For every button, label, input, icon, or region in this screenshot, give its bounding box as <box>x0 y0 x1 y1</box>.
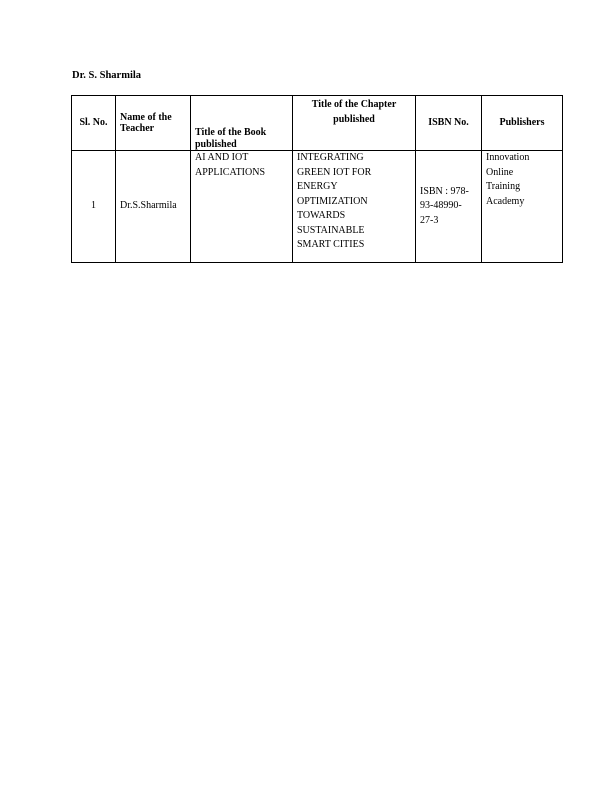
book-title-line: AI AND IOT <box>195 152 249 163</box>
cell-teacher: Dr.S.Sharmila <box>116 151 191 263</box>
header-chapter-title <box>293 96 416 151</box>
chapter-title-line: GREEN IOT FOR <box>297 166 372 178</box>
header-chapter-title-line2: published <box>333 113 375 125</box>
chapter-title-line: OPTIMIZATION <box>297 195 368 207</box>
table-row <box>72 151 563 263</box>
cell-publisher <box>482 151 563 263</box>
isbn-line: 93-48990- <box>420 200 462 212</box>
header-teacher-name <box>116 96 191 151</box>
publisher-line: Online <box>486 166 514 178</box>
chapter-title-line: INTEGRATING <box>297 152 364 163</box>
table-header-row <box>72 96 563 151</box>
publications-table <box>71 95 563 263</box>
header-publishers: Publishers <box>482 96 563 151</box>
header-book-title-line1: Title of the Book <box>195 127 267 138</box>
header-chapter-title-line1: Title of the Chapter <box>311 99 397 110</box>
header-book-title-line2: published <box>195 138 237 150</box>
chapter-title-line: SMART CITIES <box>297 239 365 250</box>
cell-chapter-title <box>293 151 416 263</box>
publisher-line: Academy <box>486 195 525 207</box>
publisher-line: Training <box>486 181 521 192</box>
header-sl-no: Sl. No. <box>72 96 116 151</box>
book-title-line: APPLICATIONS <box>195 166 266 178</box>
page-heading: Dr. S. Sharmila <box>72 70 142 81</box>
chapter-title-line: SUSTAINABLE <box>297 224 365 236</box>
isbn-line: ISBN : 978- <box>420 185 469 197</box>
cell-sl-no: 1 <box>72 151 116 263</box>
header-teacher-name-line2: Teacher <box>120 123 155 134</box>
header-book-title <box>191 96 293 151</box>
header-isbn: ISBN No. <box>416 96 482 151</box>
cell-isbn <box>416 151 482 263</box>
chapter-title-line: ENERGY <box>297 181 338 192</box>
cell-book-title <box>191 151 293 263</box>
isbn-line: 27-3 <box>420 214 439 226</box>
header-teacher-name-line1: Name of the <box>120 111 172 123</box>
publisher-line: Innovation <box>486 152 530 163</box>
chapter-title-line: TOWARDS <box>297 210 346 221</box>
